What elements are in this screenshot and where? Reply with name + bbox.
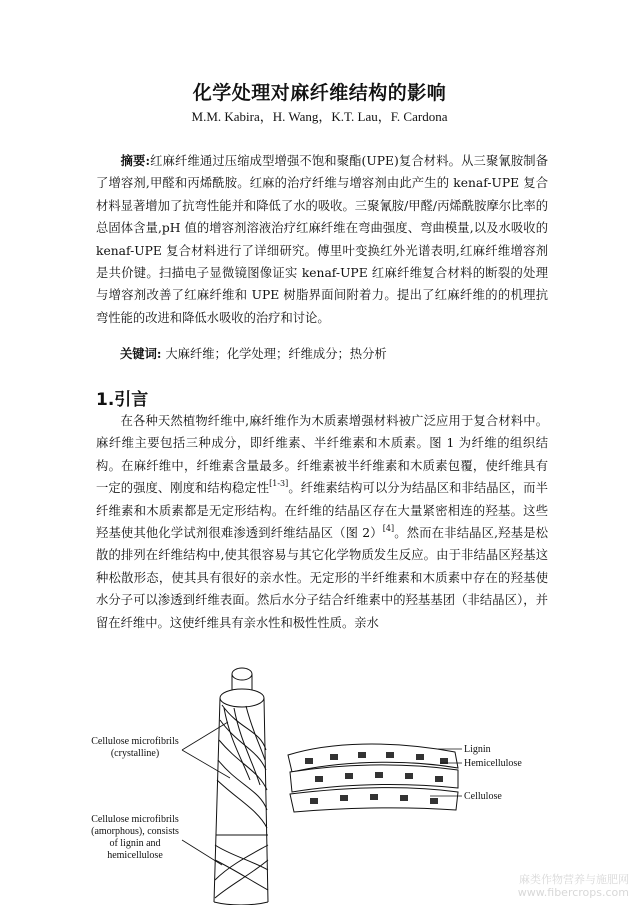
microfibril-drawing [288,744,458,812]
watermark-line-2: www.fibercrops.com [517,886,629,899]
section-heading: 1.引言 [96,390,149,410]
label-amorphous-3: of lignin and [109,838,161,849]
label-amorphous-2: (amorphous), consists [91,826,179,837]
label-cellulose: Cellulose [464,791,502,802]
label-crystalline-2: (crystalline) [110,748,160,759]
abstract [96,150,548,329]
label-lignin: Lignin [464,744,491,755]
intro-text-2: 。纤维素结构可以分为结晶区和非结晶区，而半纤维素和木质素都是无定形结构。在纤维的结晶区存在大量紧密相连的羟基。这些羟基使其他化学试剂很难渗透到纤维结晶区（图 2） [96,481,548,541]
keywords-label: 关键词: [120,346,162,361]
watermark-line-1: 麻类作物营养与施肥网 [519,873,629,886]
fiber-structure-figure [90,660,522,905]
intro-text-1: 在各种天然植物纤维中,麻纤维作为木质素增强材料被广泛应用于复合材料中。麻纤维主要包括三种成分，即纤维素、半纤维素和木质素。图 1 为纤维的组织结构。在麻纤维中，纤维素含量最多。纤维素被半纤维素和木质素包覆，使纤维具有一定的强度、刚度和结构稳定性 [96,414,548,496]
paper-authors: M.M. Kabira，H. Wang，K.T. Lau，F. Cardona [191,109,448,124]
label-crystalline-1: Cellulose microfibrils [91,736,179,747]
watermark [518,873,629,899]
fiber-bundle-drawing [214,668,268,905]
paper-title: 化学处理对麻纤维结构的影响 [192,82,447,104]
citation-2: [4] [382,524,395,534]
label-amorphous-1: Cellulose microfibrils [91,814,179,825]
label-amorphous-4: hemicellulose [107,850,163,861]
introduction-paragraph [96,410,548,634]
label-hemicellulose: Hemicellulose [464,758,522,769]
citation-1: [1-3] [269,479,289,489]
abstract-text: 红麻纤维通过压缩成型增强不饱和聚酯(UPE)复合材料。从三聚氰胺制备了增容剂,甲醛和丙烯酰胺。红麻的治疗纤维与增容剂由此产生的 kenaf-UPE 复合材料显著增加了抗弯性能并和降低了水的吸收。三聚氰胺/甲醛/丙烯酰胺摩尔比率的总固体含量,pH 值的增容剂溶液治疗红麻纤维在弯曲强度、弯曲模量,以及水吸收的 kenaf-UPE 复合材料进行了详细研究。傅里叶变换红外光谱表明,红麻纤维增容剂是共价键。扫描电子显微镜图像证实 kenaf-UPE 红麻纤维复合材料的断裂的处理与增容剂改善了红麻纤维和 UPE 树脂界面间附着力。提出了红麻纤维的的机理抗弯性能的改进和降低水吸收的治疗和讨论。 [96,154,548,325]
abstract-label: 摘要: [120,153,151,168]
intro-text-3: 。然而在非结晶区,羟基是松散的排列在纤维结构中,使其很容易与其它化学物质发生反应。由于非结晶区羟基这种松散形态，使其具有很好的亲水性。无定形的半纤维素和木质素中存在的羟基使水分子可以渗透到纤维表面。然后水分子结合纤维素中的羟基基团（非结晶区），并留在纤维中。这使纤维具有亲水性和极性性质。亲水 [96,526,548,630]
keywords-text: 大麻纤维；化学处理；纤维成分；热分析 [161,347,387,361]
keywords [120,343,550,365]
